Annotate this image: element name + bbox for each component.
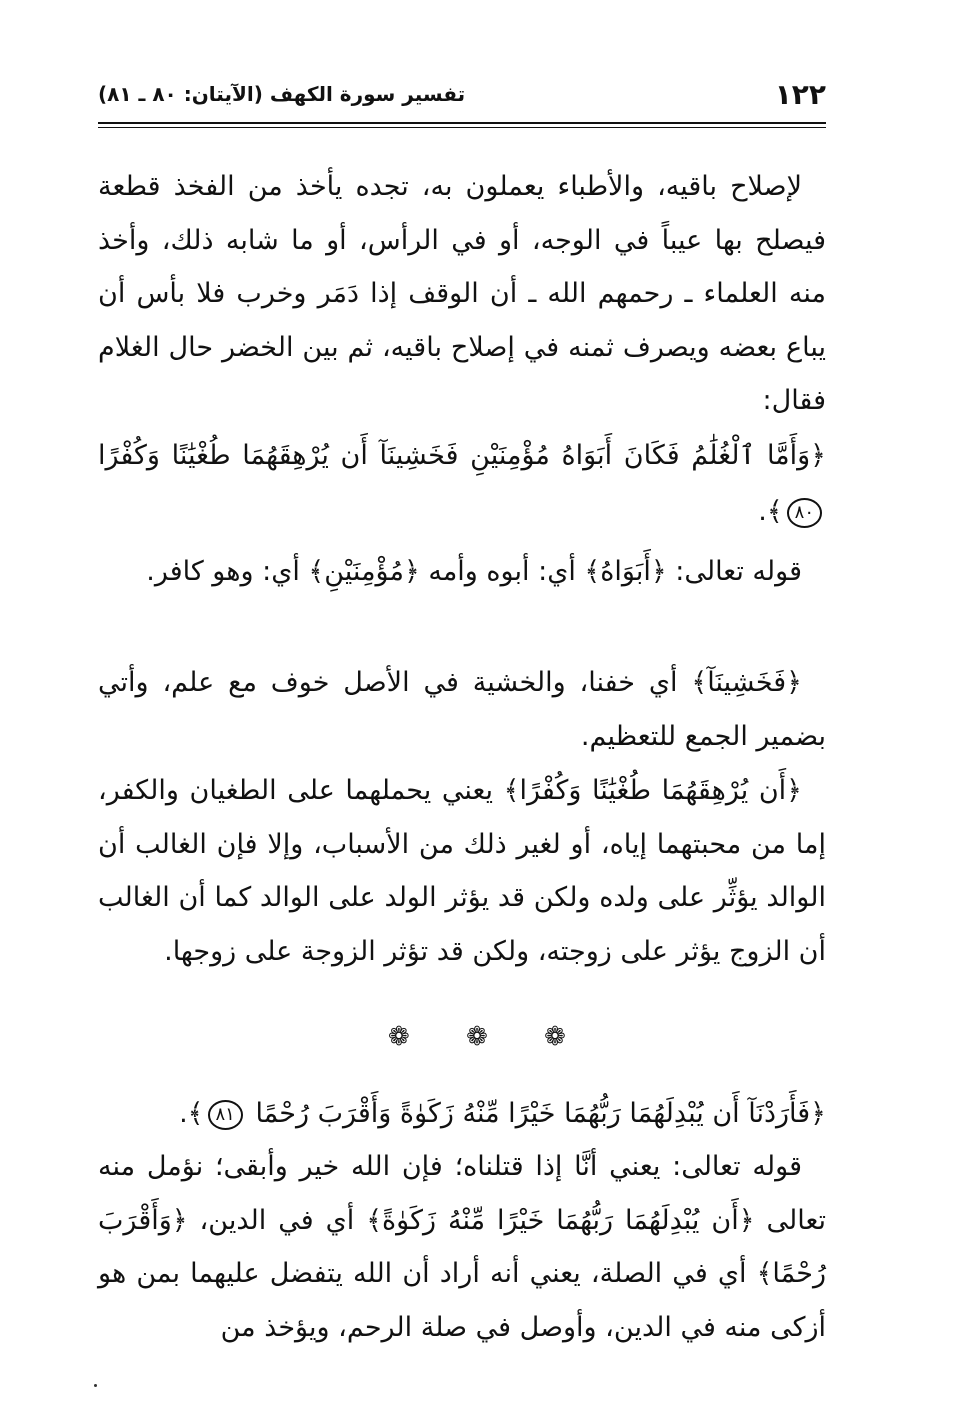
paragraph-1 <box>98 160 826 428</box>
paragraph-2-text: قوله تعالى: ﴿أَبَوَاهُ﴾ أي: أبوه وأمه ﴿مُؤْمِنَيْنِ﴾ أي: وهو كافر. <box>146 556 802 587</box>
verse-81-text: ﴿فَأَرَدْنَآ أَن يُبْدِلَهُمَا رَبُّهُمَا خَيْرًا مِّنْهُ زَكَوٰةً وَأَقْرَبَ رُحْمًا <box>255 1098 826 1129</box>
verse-80-close: ﴾. <box>758 496 783 527</box>
paragraph-3-text: ﴿فَخَشِينَآ﴾ أي خفنا، والخشية في الأصل خوف مع علم، وأتي بضمير الجمع للتعظيم. <box>98 667 826 752</box>
verse-number-80: ٨٠ <box>787 498 822 528</box>
paragraph-3 <box>98 656 826 763</box>
paragraph-2 <box>98 545 826 599</box>
running-title: تفسير سورة الكهف (الآيتان: ٨٠ ـ ٨١) <box>98 82 466 106</box>
verse-80-text: ﴿وَأَمَّا ٱلْغُلَٰمُ فَكَانَ أَبَوَاهُ مُؤْمِنَيْنِ فَخَشِينَآ أَن يُرْهِقَهُمَا طُغْيَٰنًا وَكُفْرًا <box>98 440 826 471</box>
header-rule <box>98 122 826 128</box>
paragraph-4-text: ﴿أَن يُرْهِقَهُمَا طُغْيَٰنًا وَكُفْرًا﴾ يعني يحملهما على الطغيان والكفر، إما من محبتهما إياه، أو لغير ذلك من الأسباب، وإلا فإن الغالب أن الوالد يؤثِّر على ولده ولكن قد يؤثر الولد على الوالد كما أن الغالب أن الزوج يؤثر على زوجته، ولكن قد تؤثر الزوجة على زوجها. <box>98 775 826 967</box>
verse-81 <box>98 1086 826 1142</box>
section-separator: ❁ ❁ ❁ <box>388 1022 590 1052</box>
page-speck <box>94 1384 97 1387</box>
paragraph-1-text: لإصلاح باقيه، والأطباء يعملون به، تجده يأخذ من الفخذ قطعة فيصلح بها عيباً في الوجه، أو في الرأس، أو ما شابه ذلك، وأخذ منه العلماء ـ رحمهم الله ـ أن الوقف إذا دَمَر وخرب فلا بأس أن يباع بعضه ويصرف ثمنه في إصلاح باقيه، ثم بين الخضر حال الغلام فقال: <box>98 171 826 416</box>
verse-80 <box>98 428 826 540</box>
paragraph-5-text: قوله تعالى: يعني أنَّا إذا قتلناه؛ فإن الله خير وأبقى؛ نؤمل منه تعالى ﴿أَن يُبْدِلَهُمَا رَبُّهُمَا خَيْرًا مِّنْهُ زَكَوٰةً﴾ أي في الدين، ﴿وَأَقْرَبَ رُحْمًا﴾ أي في الصلة، يعني أنه أراد أن الله يتفضل عليهما بمن هو أزكى منه في الدين، وأوصل في صلة الرحم، ويؤخذ من <box>98 1151 826 1343</box>
paragraph-4 <box>98 764 826 978</box>
page-number: ١٢٢ <box>774 77 826 111</box>
paragraph-5 <box>98 1140 826 1354</box>
verse-81-close: ﴾. <box>179 1098 204 1129</box>
verse-number-81: ٨١ <box>208 1100 243 1130</box>
page-header <box>98 72 826 116</box>
